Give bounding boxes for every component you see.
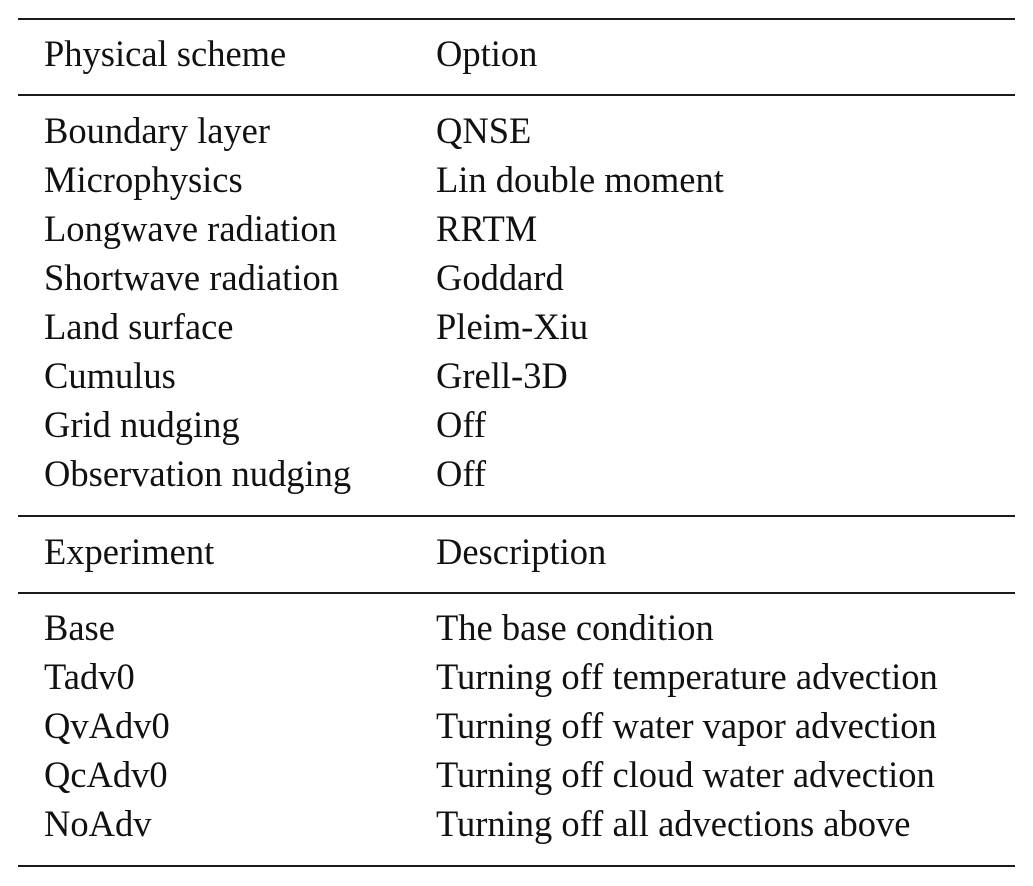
option-cell: Pleim-Xiu [436, 306, 589, 347]
scheme-cell: Boundary layer [44, 110, 271, 151]
header-experiment: Experiment [44, 531, 215, 572]
scheme-cell: Grid nudging [44, 404, 240, 445]
table-top-rule [18, 18, 1015, 20]
option-cell: Goddard [436, 257, 564, 298]
description-cell: Turning off temperature advection [436, 656, 938, 697]
scheme-cell: Longwave radiation [44, 208, 337, 249]
header-option: Option [436, 33, 538, 74]
scheme-cell: Shortwave radiation [44, 257, 339, 298]
description-cell: Turning off all advections above [436, 803, 911, 844]
description-cell: Turning off cloud water advection [436, 754, 935, 795]
experiment-cell: Base [44, 607, 115, 648]
scheme-cell: Microphysics [44, 159, 243, 200]
experiment-cell: NoAdv [44, 803, 152, 844]
header-rule [18, 94, 1015, 96]
option-cell: Grell-3D [436, 355, 568, 396]
scheme-cell: Cumulus [44, 355, 176, 396]
experiment-header-rule [18, 592, 1015, 594]
header-description: Description [436, 531, 607, 572]
description-cell: Turning off water vapor advection [436, 705, 937, 746]
header-physical-scheme: Physical scheme [44, 33, 287, 74]
description-cell: The base condition [436, 607, 714, 648]
experiment-cell: Tadv0 [44, 656, 135, 697]
option-cell: Lin double moment [436, 159, 724, 200]
scheme-cell: Observation nudging [44, 453, 352, 494]
section-rule [18, 515, 1015, 517]
experiment-cell: QcAdv0 [44, 754, 168, 795]
experiment-cell: QvAdv0 [44, 705, 170, 746]
table-bottom-rule [18, 865, 1015, 867]
option-cell: RRTM [436, 208, 538, 249]
scheme-cell: Land surface [44, 306, 234, 347]
option-cell: Off [436, 453, 487, 494]
option-cell: QNSE [436, 110, 532, 151]
option-cell: Off [436, 404, 487, 445]
